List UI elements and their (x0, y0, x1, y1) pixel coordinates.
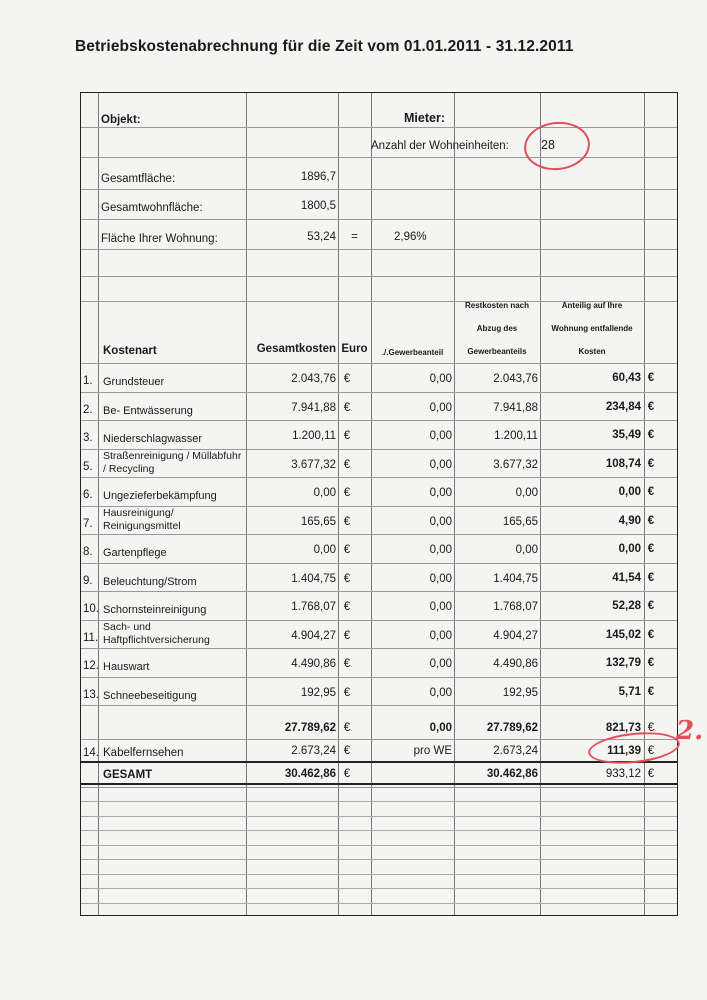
row-number: 3. (83, 432, 93, 444)
row-currency: € (343, 686, 351, 699)
subtotal-currency: € (343, 722, 351, 734)
row-cost-type: Sach- und (103, 620, 151, 633)
handwritten-number: 2. (676, 716, 704, 746)
total-gesamt: 30.462,86 (284, 768, 336, 780)
row-number: 2. (83, 403, 93, 416)
total-anteil: 933,12 (605, 768, 641, 780)
col-divider (454, 93, 455, 915)
row-remaining-cost: 3.677,32 (493, 458, 538, 471)
row-cost-type-line-2: Haftpflichtversicherung (103, 633, 210, 646)
row-commercial-share: 0,00 (429, 487, 452, 499)
gesamtwohnflaeche-value: 1800,5 (300, 200, 336, 212)
row-number: 12. (83, 660, 99, 672)
row-line (81, 392, 677, 393)
anzahl-value: 28 (541, 138, 555, 152)
cost-statement-table (80, 92, 678, 916)
row-currency-2: € (647, 372, 655, 384)
header-restkosten-1: Restkosten nach (464, 301, 530, 310)
page-title: Betriebskostenabrechnung für die Zeit vom 01.01.2011 - 31.12.2011 (75, 38, 574, 55)
row-currency-2: € (647, 600, 655, 612)
row-tenant-share: 145,02 (605, 628, 641, 641)
row-total-cost: 1.200,11 (292, 430, 336, 442)
row-commercial-share: 0,00 (429, 572, 452, 585)
row-line (81, 787, 677, 788)
equals-sign: = (351, 231, 358, 243)
row-cost-type: Niederschlagwasser (103, 433, 203, 445)
gesamtflaeche-value: 1896,7 (300, 171, 336, 183)
row-line (81, 157, 677, 158)
row-currency: € (343, 401, 351, 414)
gesamtwohnflaeche-label: Gesamtwohnfläche: (101, 202, 203, 214)
row-commercial-share: 0,00 (429, 658, 452, 670)
header-anteil-2: Wohnung entfallende (551, 324, 633, 333)
row-tenant-share: 132,79 (605, 657, 641, 669)
row-commercial-share: 0,00 (429, 629, 452, 642)
row-total-cost: 2.043,76 (291, 373, 336, 385)
objekt-label: Objekt: (101, 114, 141, 126)
row-total-cost: 1.768,07 (291, 601, 336, 613)
row-line (81, 739, 677, 740)
row-currency: € (343, 515, 351, 528)
row-currency: € (343, 430, 351, 442)
row-remaining-cost: 4.490,86 (493, 658, 538, 670)
row-number: 13. (83, 688, 99, 701)
flaeche-value: 53,24 (307, 231, 336, 243)
anteil-percent: 2,96% (394, 231, 427, 243)
row-currency: € (343, 658, 351, 670)
empty-row-line (81, 903, 677, 904)
row-number: 11. (83, 631, 99, 644)
row-total-cost: 0,00 (313, 487, 336, 499)
row-currency-2: € (647, 457, 655, 470)
empty-row-line (81, 874, 677, 875)
row-currency-2: € (647, 543, 655, 555)
kabel-nr: 14. (83, 747, 99, 759)
row-line (81, 591, 677, 592)
row-total-cost: 7.941,88 (291, 401, 336, 414)
mieter-label: Mieter: (404, 111, 445, 125)
col-divider (371, 93, 372, 915)
total-line (81, 783, 677, 785)
total-rest: 30.462,86 (486, 768, 538, 780)
row-number: 5. (83, 460, 93, 473)
row-cost-type: Be- Entwässerung (103, 404, 193, 417)
col-divider (98, 93, 99, 915)
row-currency-2: € (647, 429, 655, 441)
row-cost-type: Schornsteinreinigung (103, 604, 207, 616)
row-cost-type: Schneebeseitigung (103, 689, 197, 702)
row-remaining-cost: 192,95 (502, 686, 538, 699)
row-remaining-cost: 2.043,76 (493, 373, 538, 385)
row-cost-type: Gartenpflege (103, 547, 167, 559)
row-line (81, 477, 677, 478)
row-tenant-share: 108,74 (605, 457, 641, 470)
row-tenant-share: 35,49 (612, 429, 641, 441)
subtotal-gewerbe: 0,00 (429, 722, 452, 734)
row-total-cost: 165,65 (300, 515, 336, 528)
header-kostenart: Kostenart (103, 345, 157, 357)
row-line (81, 620, 677, 621)
row-number: 10. (83, 603, 99, 615)
row-commercial-share: 0,00 (429, 373, 452, 385)
row-currency: € (343, 373, 351, 385)
row-number: 8. (83, 546, 93, 558)
row-number: 9. (83, 574, 93, 587)
subtotal-currency-2: € (647, 722, 655, 734)
empty-row-line (81, 845, 677, 846)
row-line (81, 276, 677, 277)
row-currency-2: € (647, 571, 655, 584)
row-line (81, 249, 677, 250)
total-line (81, 761, 677, 763)
row-currency-2: € (647, 400, 655, 413)
row-line (81, 420, 677, 421)
header-anteil-3: Kosten (578, 347, 606, 356)
row-currency: € (343, 487, 351, 499)
row-tenant-share: 4,90 (618, 514, 641, 527)
header-restkosten-2: Abzug des (476, 324, 518, 333)
row-currency: € (343, 629, 351, 642)
empty-row-line (81, 888, 677, 889)
empty-row-line (81, 801, 677, 802)
row-cost-type: Beleuchtung/Strom (103, 575, 197, 588)
row-total-cost: 4.490,86 (291, 658, 336, 670)
row-total-cost: 1.404,75 (291, 572, 336, 585)
row-cost-type: Hausreinigung/ (103, 506, 174, 519)
empty-row-line (81, 859, 677, 860)
row-cost-type: Hauswart (103, 661, 150, 673)
row-cost-type: Ungezieferbekämpfung (103, 490, 217, 502)
row-cost-type: Grundsteuer (103, 376, 165, 388)
row-line (81, 219, 677, 220)
row-currency-2: € (647, 486, 655, 498)
total-currency-2: € (647, 768, 655, 780)
col-divider (246, 93, 247, 915)
row-commercial-share: 0,00 (429, 401, 452, 414)
row-tenant-share: 234,84 (605, 400, 641, 413)
header-restkosten-3: Gewerbeanteils (467, 347, 527, 356)
kabel-currency: € (343, 745, 351, 757)
row-tenant-share: 0,00 (618, 486, 641, 498)
subtotal-anteil: 821,73 (605, 722, 641, 734)
row-line (81, 189, 677, 190)
row-cost-type-line-2: Reinigungsmittel (103, 519, 181, 532)
row-tenant-share: 0,00 (618, 543, 641, 555)
col-divider (338, 93, 339, 915)
row-tenant-share: 60,43 (612, 372, 641, 384)
col-divider (644, 93, 645, 915)
row-line (81, 534, 677, 535)
row-remaining-cost: 4.904,27 (493, 629, 538, 642)
row-currency: € (343, 601, 351, 613)
row-currency: € (343, 544, 351, 556)
row-currency: € (343, 572, 351, 585)
row-remaining-cost: 0,00 (515, 487, 538, 499)
row-number: 7. (83, 517, 93, 530)
subtotal-rest: 27.789,62 (486, 722, 538, 734)
row-number: 1. (83, 375, 93, 387)
total-currency: € (343, 768, 351, 780)
kabel-name: Kabelfernsehen (103, 747, 184, 759)
row-line (81, 563, 677, 564)
row-remaining-cost: 165,65 (502, 515, 538, 528)
gesamtflaeche-label: Gesamtfläche: (101, 173, 176, 185)
total-label: GESAMT (103, 769, 153, 781)
row-currency-2: € (647, 657, 655, 669)
row-remaining-cost: 0,00 (515, 544, 538, 556)
row-remaining-cost: 1.404,75 (493, 572, 538, 585)
row-commercial-share: 0,00 (429, 430, 452, 442)
row-total-cost: 4.904,27 (291, 629, 336, 642)
row-number: 6. (83, 489, 93, 501)
row-line (81, 677, 677, 678)
header-gewerbeanteil: ./.Gewerbeanteil (381, 348, 444, 357)
row-remaining-cost: 1.768,07 (493, 601, 538, 613)
row-tenant-share: 41,54 (612, 571, 641, 584)
row-cost-type: Straßenreinigung / Müllabfuhr (103, 449, 242, 462)
row-line (81, 127, 677, 128)
row-commercial-share: 0,00 (429, 686, 452, 699)
row-line (81, 705, 677, 706)
row-remaining-cost: 1.200,11 (494, 430, 538, 442)
row-tenant-share: 5,71 (618, 685, 641, 698)
row-commercial-share: 0,00 (429, 458, 452, 471)
row-line (81, 648, 677, 649)
anzahl-label: Anzahl der Wohneinheiten: (371, 140, 509, 152)
empty-row-line (81, 830, 677, 831)
row-currency-2: € (647, 685, 655, 698)
header-anteil-1: Anteilig auf Ihre (561, 301, 623, 310)
header-gesamtkosten: Gesamtkosten (256, 343, 336, 355)
row-total-cost: 192,95 (300, 686, 336, 699)
row-line (81, 363, 677, 364)
row-commercial-share: 0,00 (429, 515, 452, 528)
kabel-anteil: 111,39 (607, 745, 641, 757)
row-currency-2: € (647, 628, 655, 641)
row-total-cost: 0,00 (313, 544, 336, 556)
subtotal-gesamt: 27.789,62 (284, 722, 336, 734)
col-divider (540, 93, 541, 915)
row-commercial-share: 0,00 (429, 601, 452, 613)
kabel-currency-2: € (647, 745, 655, 757)
empty-row-line (81, 816, 677, 817)
row-total-cost: 3.677,32 (291, 458, 336, 471)
row-commercial-share: 0,00 (429, 544, 452, 556)
row-currency: € (343, 458, 351, 471)
kabel-rest: 2.673,24 (493, 745, 538, 757)
flaeche-label: Fläche Ihrer Wohnung: (101, 233, 218, 245)
header-euro: Euro (341, 343, 368, 355)
row-cost-type-line-2: / Recycling (103, 462, 155, 475)
row-remaining-cost: 7.941,88 (493, 401, 538, 414)
kabel-gesamt: 2.673,24 (291, 745, 336, 757)
row-currency-2: € (647, 514, 655, 527)
row-tenant-share: 52,28 (612, 600, 641, 612)
kabel-gewerbe: pro WE (413, 745, 452, 757)
